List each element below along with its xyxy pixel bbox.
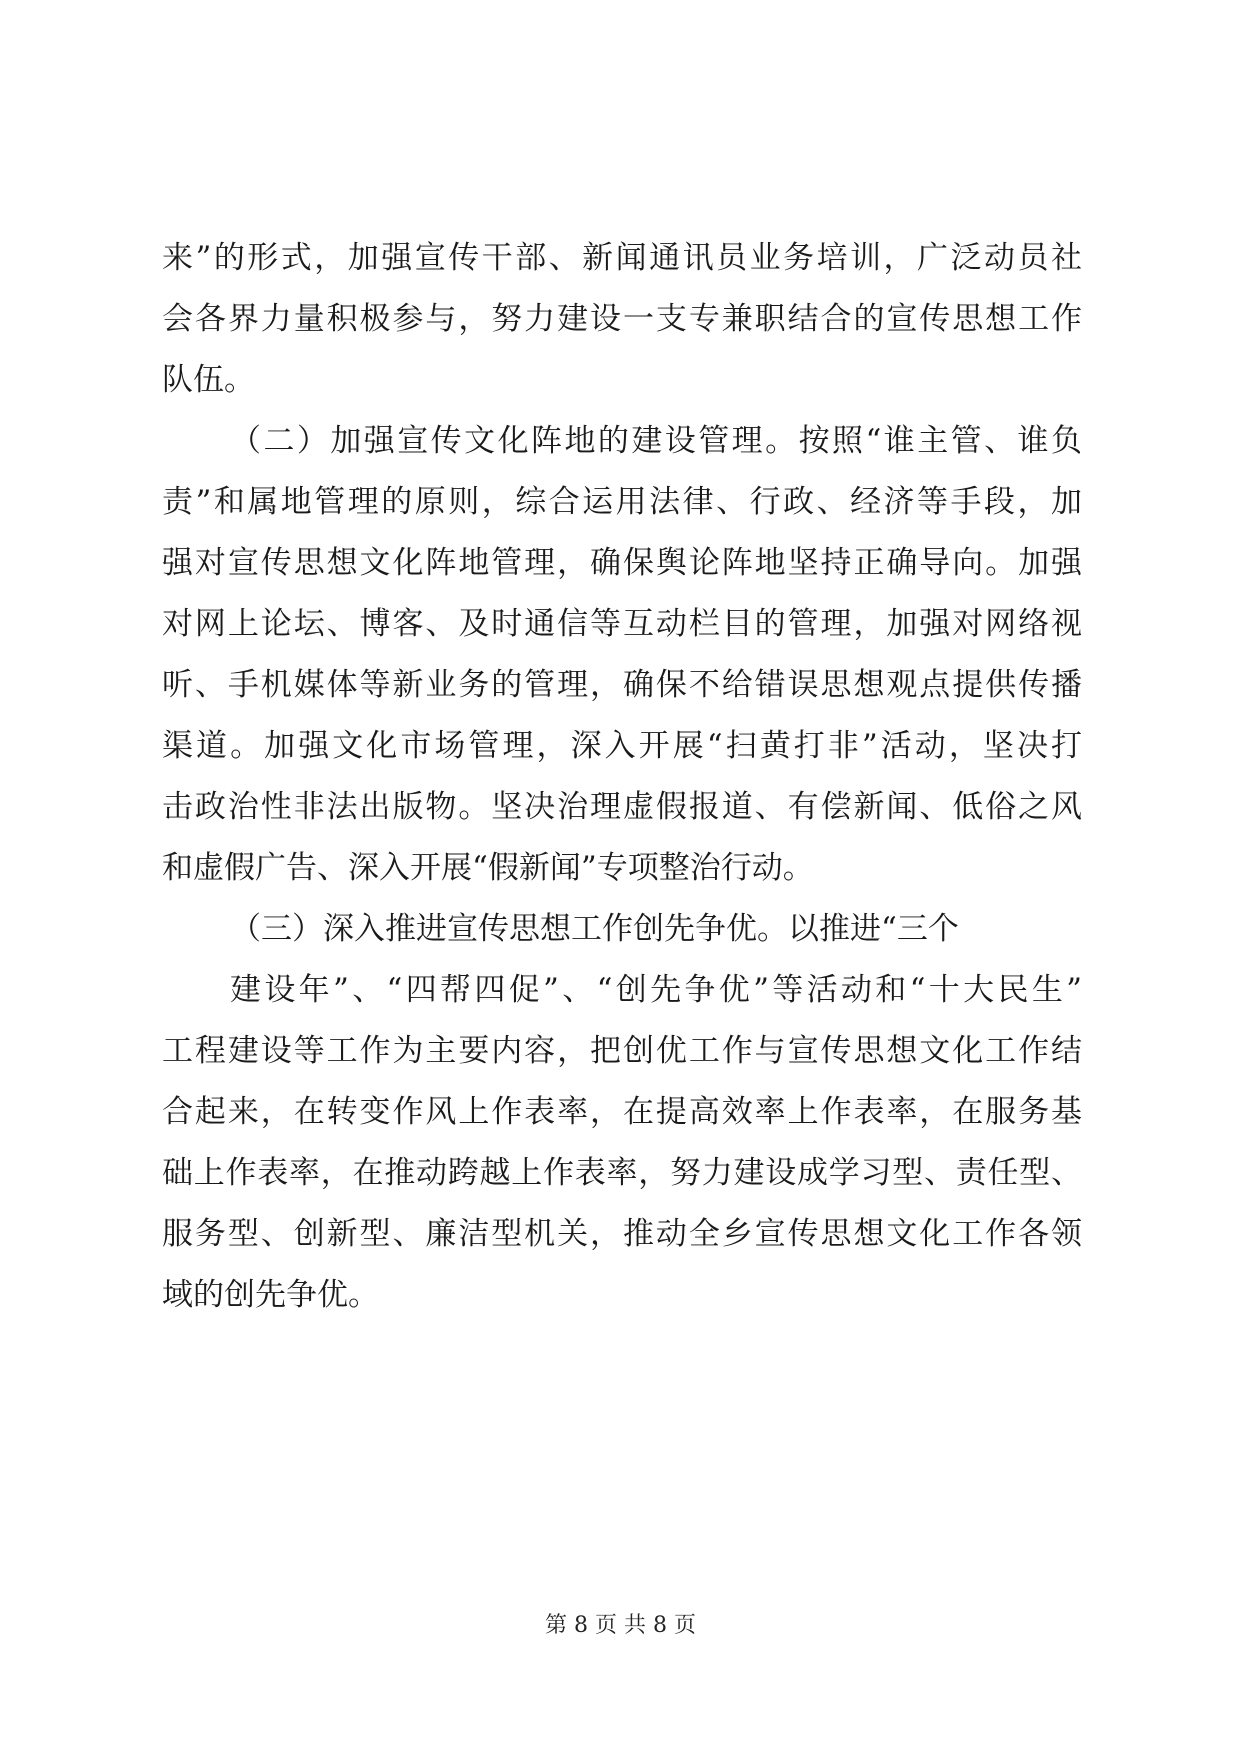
page-number-footer: 第 8 页 共 8 页 xyxy=(545,1613,696,1638)
text-line: 队伍。 xyxy=(162,362,255,398)
text-line: 强对宣传思想文化阵地管理，确保舆论阵地坚持正确导向。加强 xyxy=(162,545,1082,581)
text-line: 责”和属地管理的原则，综合运用法律、行政、经济等手段，加 xyxy=(162,484,1082,520)
text-line: 域的创先争优。 xyxy=(162,1277,379,1313)
text-line: 础上作表率，在推动跨越上作表率，努力建设成学习型、责任型、 xyxy=(162,1155,1082,1191)
text-line: 听、手机媒体等新业务的管理，确保不给错误思想观点提供传播 xyxy=(162,667,1082,703)
text-line: （三）深入推进宣传思想工作创先争优。以推进“三个 xyxy=(230,911,959,947)
text-line: 对网上论坛、博客、及时通信等互动栏目的管理，加强对网络视 xyxy=(162,606,1082,642)
text-line: 击政治性非法出版物。坚决治理虚假报道、有偿新闻、低俗之风 xyxy=(162,789,1082,825)
text-line: 建设年”、“四帮四促”、“创先争优”等活动和“十大民生” xyxy=(230,972,1082,1008)
text-line: 渠道。加强文化市场管理，深入开展“扫黄打非”活动，坚决打 xyxy=(162,728,1082,764)
text-line: 合起来，在转变作风上作表率，在提高效率上作表率，在服务基 xyxy=(162,1094,1082,1130)
text-line: 工程建设等工作为主要内容，把创优工作与宣传思想文化工作结 xyxy=(162,1033,1082,1069)
text-line: 和虚假广告、深入开展“假新闻”专项整治行动。 xyxy=(162,850,814,886)
text-line: 来”的形式，加强宣传干部、新闻通讯员业务培训，广泛动员社 xyxy=(162,240,1082,276)
text-line: 服务型、创新型、廉洁型机关，推动全乡宣传思想文化工作各领 xyxy=(162,1216,1082,1252)
text-line: 会各界力量积极参与，努力建设一支专兼职结合的宣传思想工作 xyxy=(162,301,1082,337)
text-line: （二）加强宣传文化阵地的建设管理。按照“谁主管、谁负 xyxy=(230,423,1082,459)
